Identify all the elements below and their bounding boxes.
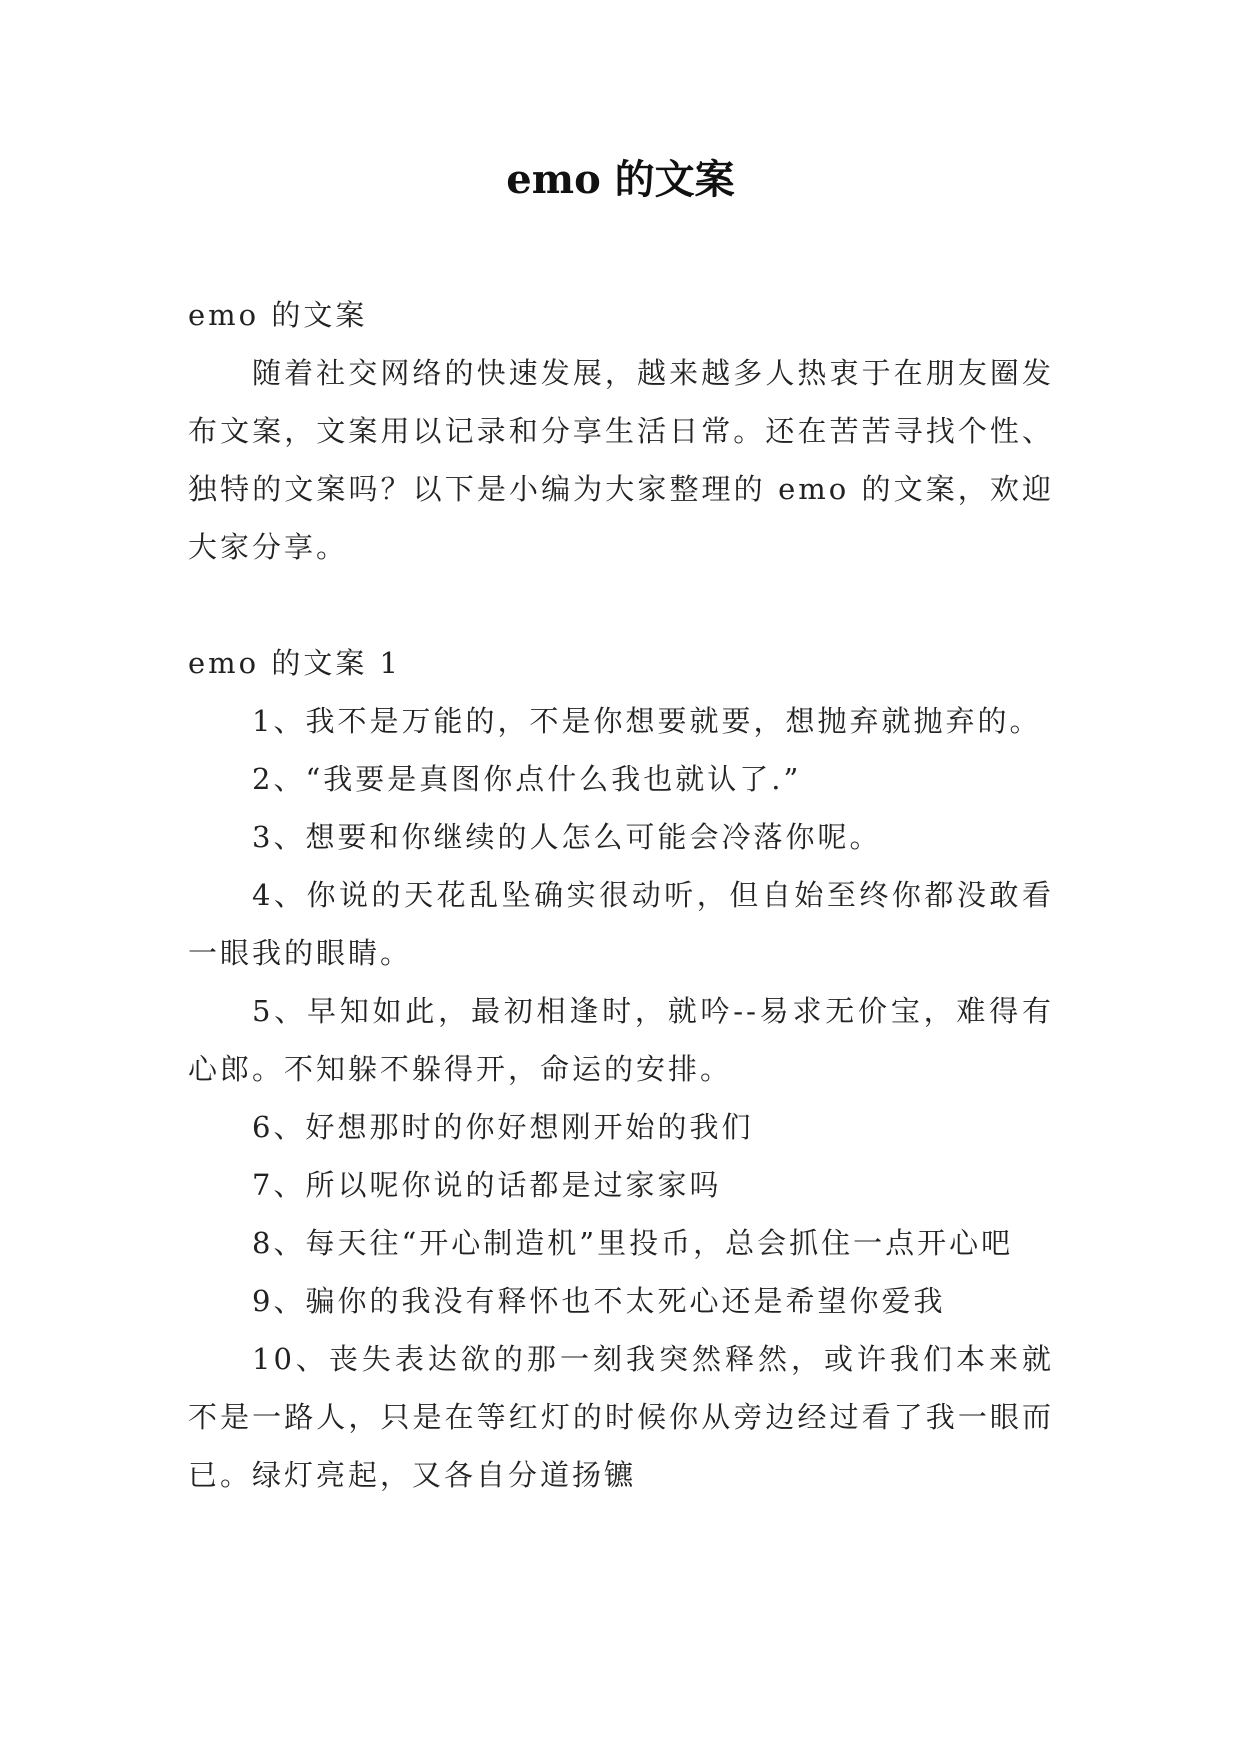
list-item: 7、所以呢你说的话都是过家家吗 <box>252 1168 722 1202</box>
list-item: 10、丧失表达欲的那一刻我突然释然，或许我们本来就不是一路人，只是在等红灯的时候你从旁边经过看了我一眼而已。绿灯亮起，又各自分道扬镳 <box>188 1342 1054 1492</box>
document-title: emo 的文案 <box>506 156 735 203</box>
list-item: 6、好想那时的你好想刚开始的我们 <box>252 1110 754 1144</box>
list-item: 2、“我要是真图你点什么我也就认了.” <box>252 762 802 796</box>
list-item: 9、骗你的我没有释怀也不太死心还是希望你爱我 <box>252 1284 946 1318</box>
document-body <box>188 286 1054 1504</box>
paragraph-spacer <box>188 576 1054 634</box>
list-item: 8、每天往“开心制造机”里投币，总会抓住一点开心吧 <box>252 1226 1014 1260</box>
list-item: 3、想要和你继续的人怎么可能会冷落你呢。 <box>252 820 882 854</box>
list-item: 1、我不是万能的，不是你想要就要，想抛弃就抛弃的。 <box>252 704 1042 738</box>
intro-paragraph: 随着社交网络的快速发展，越来越多人热衷于在朋友圈发布文案，文案用以记录和分享生活日常。还在苦苦寻找个性、独特的文案吗？以下是小编为大家整理的 emo 的文案，欢迎大家分享。 <box>188 356 1054 564</box>
section-heading: emo 的文案 1 <box>188 646 402 680</box>
list-item: 4、你说的天花乱坠确实很动听，但自始至终你都没敢看一眼我的眼睛。 <box>188 878 1054 970</box>
list-item: 5、早知如此，最初相逢时，就吟--易求无价宝，难得有心郎。不知躲不躲得开，命运的安排。 <box>188 994 1054 1086</box>
document-subtitle: emo 的文案 <box>188 298 368 332</box>
